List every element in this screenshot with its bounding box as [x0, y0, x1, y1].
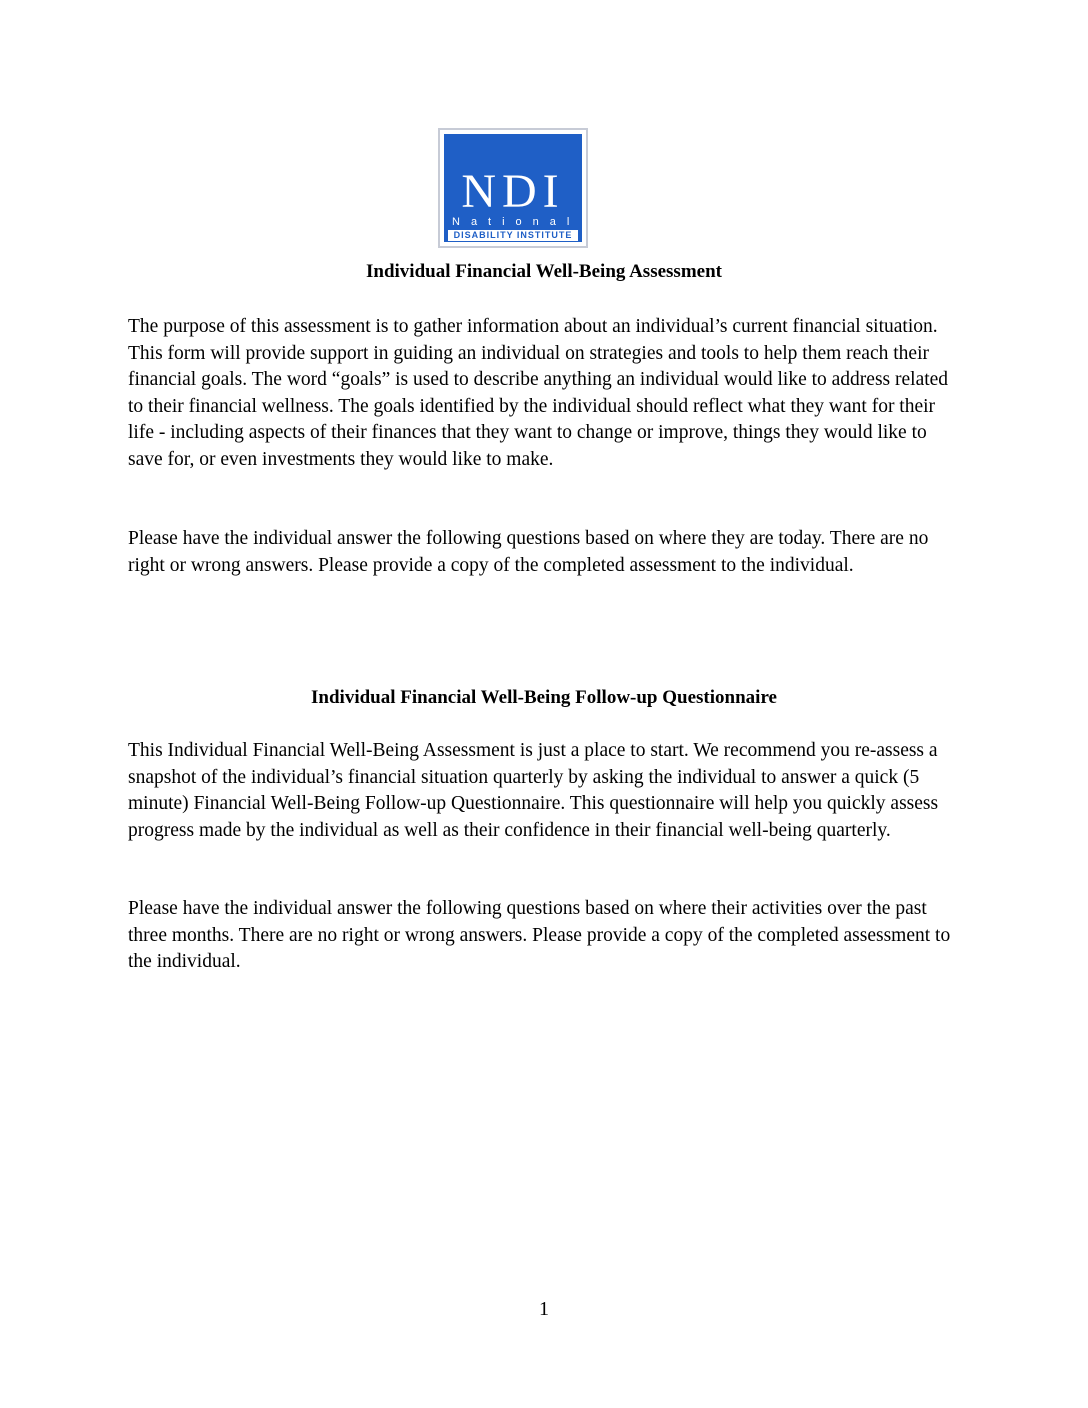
logo-institute-band: [448, 230, 578, 241]
questionnaire-title: Individual Financial Well-Being Follow-up Questionnaire: [311, 687, 777, 708]
assessment-purpose-paragraph: The purpose of this assessment is to gather information about an individual’s current financial situation. This form will provide support in guiding an individual on strategies and tools to help them reach their financial goals. The word “goals” is used to describe anything an individual would like to address related to their financial wellness. The goals identified by the individual should reflect what they want for their life - including aspects of their finances that they want to change or improve, things they would like to save for, or even investments they would like to make.: [128, 316, 949, 470]
questionnaire-intro-paragraph: This Individual Financial Well-Being Assessment is just a place to start. We recommend you re-assess a snapshot of the individual’s financial situation quarterly by asking the individual to answer a quick (5 minute) Financial Well-Being Follow-up Questionnaire. This questionnaire will help you quickly assess progress made by the individual as well as their confidence in their financial well-being quarterly.: [128, 740, 939, 841]
assessment-title: Individual Financial Well-Being Assessment: [366, 261, 722, 282]
ndi-logo: [438, 128, 588, 248]
logo-background: [444, 134, 582, 242]
page-number: 1: [539, 1298, 549, 1320]
assessment-instructions-paragraph: Please have the individual answer the following questions based on where they are today. There are no right or wrong answers. Please provide a copy of the completed assessment to the individual.: [128, 528, 929, 576]
logo-letters: NDI: [461, 165, 565, 218]
logo-institute-text: DISABILITY INSTITUTE: [453, 230, 573, 240]
questionnaire-instructions-paragraph: Please have the individual answer the following questions based on where their activities over the past three months. There are no right or wrong answers. Please provide a copy of the completed assessment to the individual.: [128, 898, 951, 972]
logo-national-text: National: [452, 216, 581, 228]
